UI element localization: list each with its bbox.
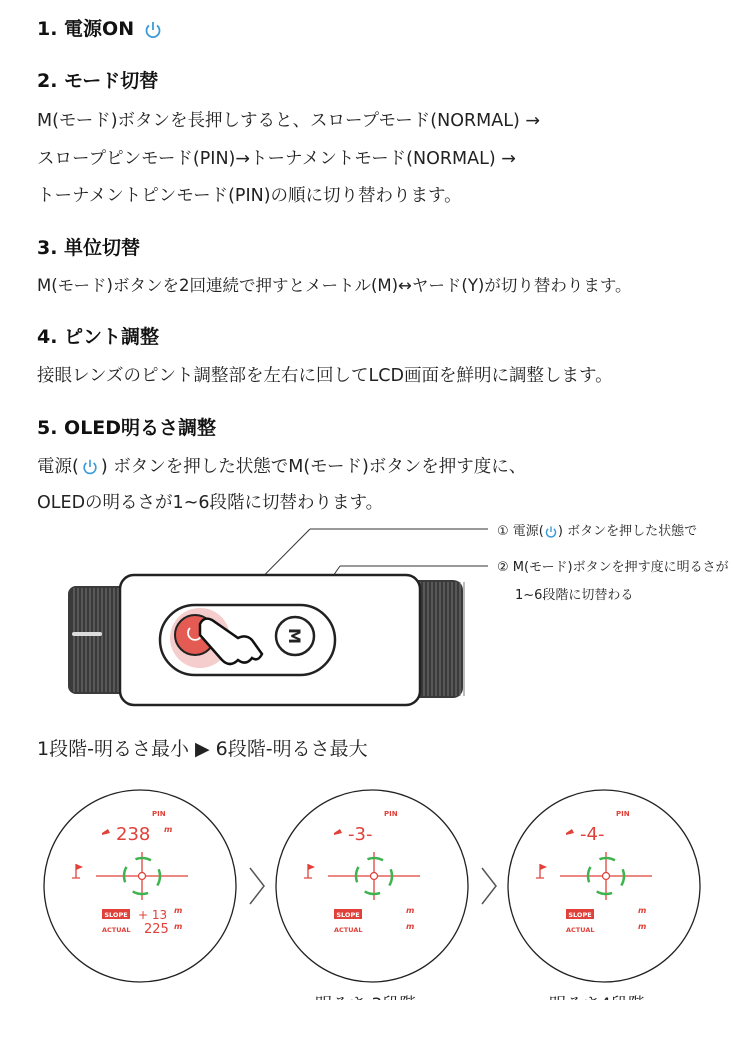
section-1-title: 1. 電源ON	[37, 18, 135, 40]
actual-unit: m	[406, 922, 415, 931]
distance-value: 238	[116, 824, 151, 845]
section-5-title: 5. OLED明るさ調整	[37, 417, 217, 439]
crosshair-center	[139, 873, 146, 880]
distance-unit: m	[164, 825, 173, 834]
rangefinder-illustration	[0, 510, 750, 710]
scope-display	[508, 790, 700, 982]
crosshair-center	[603, 873, 610, 880]
callout-2-line-1: ② M(モード)ボタンを押す度に明るさが	[497, 560, 729, 575]
distance-value: -3-	[348, 824, 373, 845]
slope-value: + 13	[138, 908, 168, 922]
mode-text-line-3: トーナメントピンモード(PIN)の順に切り替わります。	[37, 186, 462, 206]
actual-label: ACTUAL	[334, 926, 363, 934]
chevron-right-icon	[482, 868, 496, 904]
scope-circle	[276, 790, 468, 982]
oled-text-line-2: OLEDの明るさが1~6段階に切替わります。	[37, 493, 384, 513]
actual-unit: m	[638, 922, 647, 931]
actual-unit: m	[174, 922, 183, 931]
crosshair-center	[371, 873, 378, 880]
focus-text-line: 接眼レンズのピント調整部を左右に回してLCD画面を鮮明に調整します。	[37, 366, 613, 386]
scope-circle	[508, 790, 700, 982]
oled-line-1-suffix: ) ボタンを押した状態でM(モード)ボタンを押す度に、	[100, 457, 527, 477]
pin-label: PIN	[152, 810, 166, 818]
distance-value: -4-	[580, 824, 605, 845]
chevron-right-icon	[250, 868, 264, 904]
scope-display	[44, 790, 236, 982]
callout-1-suffix: ) ボタンを押した状態で	[557, 524, 698, 539]
unit-text-line: M(モード)ボタンを2回連続で押すとメートル(M)↔ヤード(Y)が切り替わります。	[37, 276, 632, 295]
slope-label: SLOPE	[568, 911, 592, 919]
scope-circle	[44, 790, 236, 982]
brightness-range-label: 1段階-明るさ最小 ▶ 6段階-明るさ最大	[37, 738, 368, 760]
oled-text-line-1	[37, 453, 526, 478]
slope-unit: m	[638, 906, 647, 915]
slope-unit: m	[406, 906, 415, 915]
scope-displays	[0, 770, 750, 1000]
callout-2-line-2: 1~6段階に切替わる	[515, 588, 634, 603]
slope-unit: m	[174, 906, 183, 915]
actual-label: ACTUAL	[566, 926, 595, 934]
mode-button-letter: M	[285, 628, 304, 644]
actual-value: 225	[144, 922, 169, 937]
bottom-mask	[0, 1000, 750, 1039]
pin-label: PIN	[616, 810, 630, 818]
slope-label: SLOPE	[104, 911, 128, 919]
oled-line-1-prefix: 電源(	[37, 457, 79, 477]
actual-label: ACTUAL	[102, 926, 131, 934]
pin-label: PIN	[384, 810, 398, 818]
power-icon	[143, 20, 163, 40]
section-4-title: 4. ピント調整	[37, 326, 160, 348]
callout-1-prefix: ① 電源(	[497, 524, 544, 539]
scope-display	[276, 790, 468, 982]
mode-text-line-1: M(モード)ボタンを長押しすると、スロープモード(NORMAL) →	[37, 111, 541, 131]
section-2-title: 2. モード切替	[37, 70, 159, 92]
section-1-heading	[37, 14, 163, 41]
power-icon	[81, 458, 99, 476]
slope-label: SLOPE	[336, 911, 360, 919]
section-3-title: 3. 単位切替	[37, 237, 141, 259]
mode-text-line-2: スロープピンモード(PIN)→トーナメントモード(NORMAL) →	[37, 149, 516, 169]
